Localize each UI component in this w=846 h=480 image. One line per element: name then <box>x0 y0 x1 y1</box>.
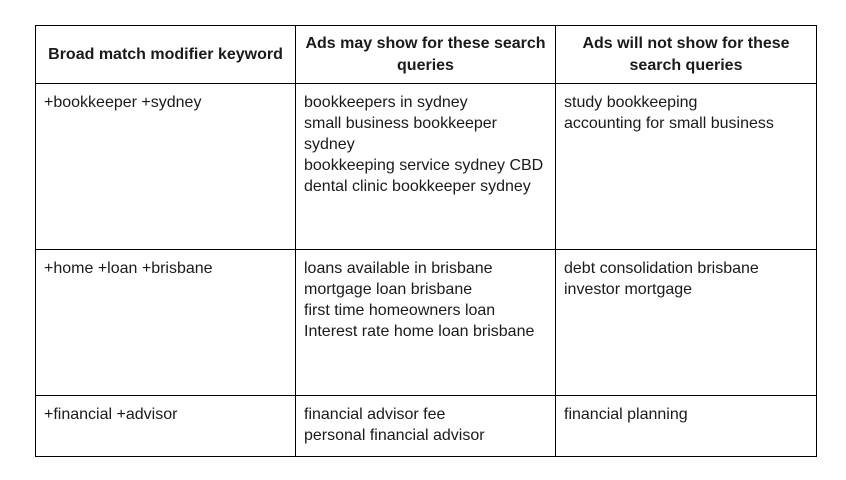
keyword-cell: +home +loan +brisbane <box>36 250 296 396</box>
query-item: small business bookkeeper sydney <box>304 115 497 153</box>
may-show-cell <box>296 396 556 457</box>
query-item: investor mortgage <box>564 281 693 298</box>
query-item: first time homeowners loan <box>304 302 496 319</box>
query-item: Interest rate home loan brisbane <box>304 323 535 340</box>
query-item: bookkeeping service sydney CBD <box>304 157 544 174</box>
keyword-cell: +financial +advisor <box>36 396 296 457</box>
header-will-not-show: Ads will not show for these search queries <box>556 26 817 84</box>
query-item: dental clinic bookkeeper sydney <box>304 178 531 195</box>
may-show-cell <box>296 250 556 396</box>
header-may-show: Ads may show for these search queries <box>296 26 556 84</box>
query-item: financial planning <box>564 406 688 423</box>
keyword-table <box>35 25 817 457</box>
query-item: financial advisor fee <box>304 406 446 423</box>
table-row <box>36 396 817 457</box>
query-item: loans available in brisbane <box>304 260 493 277</box>
will-not-show-cell <box>556 396 817 457</box>
table-row <box>36 84 817 250</box>
query-item: debt consolidation brisbane <box>564 260 759 277</box>
query-item: study bookkeeping <box>564 94 698 111</box>
query-item: mortgage loan brisbane <box>304 281 473 298</box>
keyword-cell: +bookkeeper +sydney <box>36 84 296 250</box>
will-not-show-cell <box>556 250 817 396</box>
header-row <box>36 26 817 84</box>
query-item: bookkeepers in sydney <box>304 94 468 111</box>
query-item: personal financial advisor <box>304 427 485 444</box>
will-not-show-cell <box>556 84 817 250</box>
query-item: accounting for small business <box>564 115 774 132</box>
may-show-cell <box>296 84 556 250</box>
table-row <box>36 250 817 396</box>
header-keyword: Broad match modifier keyword <box>36 26 296 84</box>
